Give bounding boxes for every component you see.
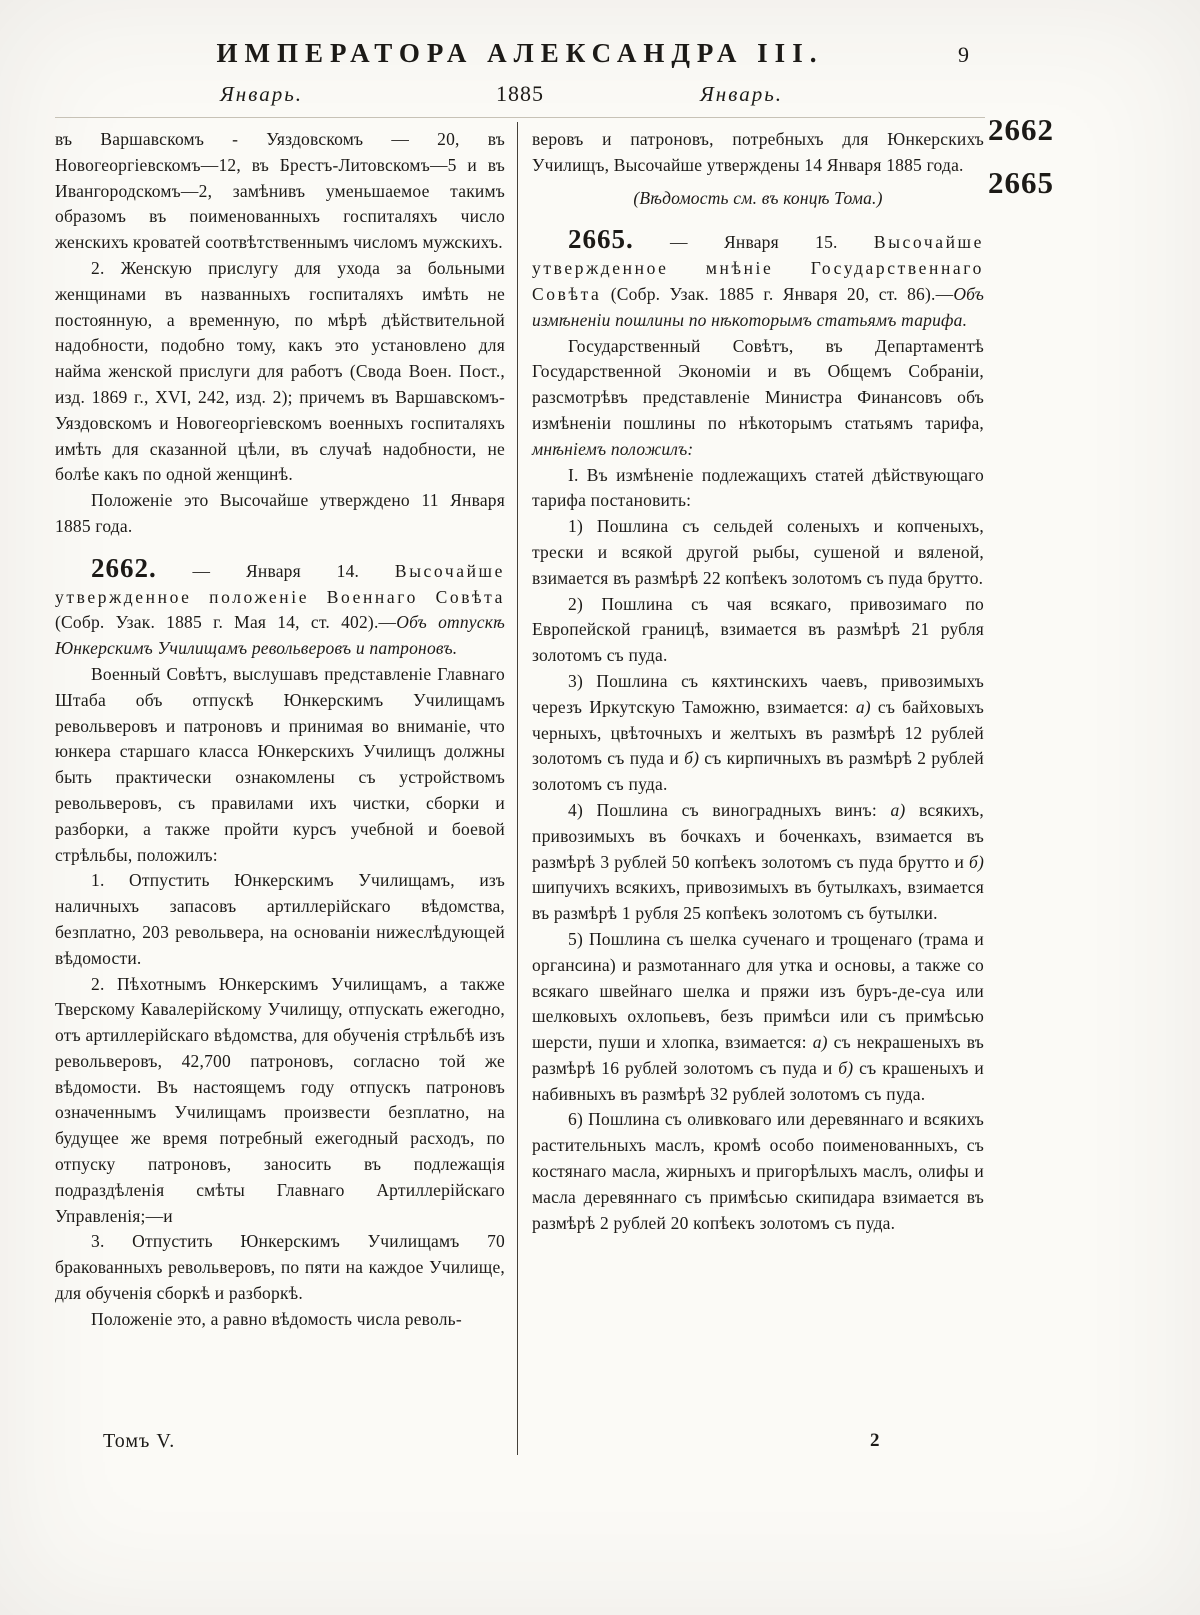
- column-left: [55, 127, 505, 1333]
- month-label-right: Январь.: [700, 82, 783, 106]
- year-label: 1885: [496, 81, 544, 106]
- paragraph: въ Варшавскомъ - Уяздовскомъ — 20, въ Новогеоргіевскомъ—12, въ Брестъ-Литовскомъ—5 и въ Ивангородскомъ—2, замѣнивъ уменьшаемое такимъ образомъ въ поименованныхъ госпиталяхъ число женскихъ кроватей соотвѣтственнымъ числомъ мужскихъ.: [55, 129, 505, 253]
- paragraph: Положеніе это Высочайше утверждено 11 Января 1885 года.: [55, 490, 505, 536]
- paragraph: 3) Пошлина съ кяхтинскихъ чаевъ, привозимыхъ черезъ Иркутскую Таможню, взимается: а) съ байховыхъ черныхъ, цвѣточныхъ и желтыхъ въ размѣрѣ 12 рублей золотомъ съ пуда и б) съ кирпичныхъ въ размѣрѣ 2 рублей золотомъ съ пуда.: [532, 670, 984, 795]
- article-heading-paragraph: 2662. — Января 14. Высочайше утвержденное положеніе Военнаго Совѣта (Собр. Узак. 1885 г. Мая 14, ст. 402).—Объ отпускѣ Юнкерскимъ Училищамъ револьверовъ и патроновъ.: [55, 552, 505, 659]
- margin-article-number-2662: 2662: [988, 112, 1054, 147]
- paragraph: 6) Пошлина съ оливковаго или деревяннаго и всякихъ растительныхъ маслъ, кромѣ особо поименованныхъ, съ костянаго масла, жирныхъ и пригорѣлыхъ маслъ, олифы и масла деревяннаго съ примѣсью скипидара взимается въ размѣрѣ 2 рублей 20 копѣекъ золотомъ съ пуда.: [532, 1109, 984, 1233]
- month-label-left: Январь.: [220, 82, 303, 106]
- article-number: 2662.: [91, 552, 157, 583]
- article-heading-paragraph: 2665. — Января 15. Высочайше утвержденное мнѣніе Государственнаго Совѣта (Собр. Узак. 1885 г. Января 20, ст. 86).—Объ измѣненіи пошлины по нѣкоторымъ статьямъ тарифа.: [532, 224, 984, 330]
- volume-label: Томъ V.: [103, 1430, 176, 1452]
- column-right: [532, 127, 984, 1236]
- paragraph: 2) Пошлина съ чая всякаго, привозимаго по Европейской границѣ, взимается въ размѣрѣ 21 рубля золотомъ съ пуда.: [532, 593, 984, 666]
- paragraph: (Вѣдомость см. въ концѣ Тома.): [633, 187, 883, 208]
- paragraph: Военный Совѣтъ, выслушавъ представленіе Главнаго Штаба объ отпускѣ Юнкерскимъ Училищамъ револьверовъ и патроновъ и принимая во вниманіе, что юнкера старшаго класса Юнкерскихъ Училищъ должны быть практически ознакомлены съ устройствомъ револьверовъ, съ правилами ихъ чистки, сборки и разборки, а также пройти курсъ учебной и боевой стрѣльбы, положилъ:: [55, 663, 505, 865]
- paragraph: 5) Пошлина съ шелка сученаго и трощенаго (трама и органсина) и размотаннаго для утка и основы, а также со всякаго швейнаго шелка и пряжи изъ буръ-де-суа или шелковыхъ охлопьевъ, безъ примѣси или съ примѣсью шерсти, пуши и хлопка, взимается: а) съ некрашеныхъ въ размѣрѣ 16 рублей золотомъ съ пуда и б) съ крашеныхъ и набивныхъ въ размѣрѣ 32 рублей золотомъ съ пуда.: [532, 928, 985, 1104]
- paragraph: 4) Пошлина съ виноградныхъ винъ: а) всякихъ, привозимыхъ въ бочкахъ и боченкахъ, взимается въ размѣрѣ 3 рублей 50 копѣекъ золотомъ съ пуда брутто и б) шипучихъ всякихъ, привозимыхъ въ бутылкахъ, взимается въ размѣрѣ 1 рубля 25 копѣекъ золотомъ съ бутылки.: [532, 799, 984, 924]
- sheet-signature: 2: [870, 1430, 880, 1451]
- paragraph: 1. Отпустить Юнкерскимъ Училищамъ, изъ наличныхъ запасовъ артиллерійскаго вѣдомства, безплатно, 203 револьвера, на основаніи нижеслѣдующей вѣдомости.: [55, 870, 505, 968]
- paragraph: 1) Пошлина съ сельдей соленыхъ и копченыхъ, трески и всякой другой рыбы, сушеной и вяленой, взимается въ размѣрѣ 22 копѣекъ золотомъ съ пуда брутто.: [532, 516, 984, 588]
- page-number: 9: [958, 42, 969, 67]
- column-divider: [517, 122, 518, 1455]
- paragraph: Положеніе это, а равно вѣдомость числа револь-: [91, 1308, 462, 1329]
- header-rule: [55, 117, 985, 118]
- paragraph: веровъ и патроновъ, потребныхъ для Юнкерскихъ Училищъ, Высочайше утверждены 14 Января 1885 года.: [532, 129, 984, 175]
- page-title: ИМПЕРАТОРА АЛЕКСАНДРА III.: [216, 38, 824, 68]
- paragraph: I. Въ измѣненіе подлежащихъ статей дѣйствующаго тарифа постановить:: [532, 464, 984, 511]
- margin-article-number-2665: 2665: [988, 165, 1054, 200]
- article-number: 2665.: [568, 224, 634, 255]
- paragraph: 2. Пѣхотнымъ Юнкерскимъ Училищамъ, а также Тверскому Кавалерійскому Училищу, отпускать ежегодно, отъ артиллерійскаго вѣдомства, для обученія стрѣльбѣ изъ револьверовъ, 42,700 патроновъ, согласно той же вѣдомости. Въ настоящемъ году отпускъ патроновъ означеннымъ Училищамъ произвести безплатно, на будущее же время потребный ежегодный расходъ, по отпуску патроновъ, заносить въ подлежащія подраздѣленія смѣты Главнаго Артиллерійскаго Управленія;—и: [55, 973, 505, 1226]
- paragraph: 2. Женскую прислугу для ухода за больными женщинами въ названныхъ госпиталяхъ имѣть не постоянную, а временную, по мѣрѣ дѣйствительной надобности, подобно тому, какъ это установлено для найма женской прислуги для работъ (Свода Воен. Пост., изд. 1869 г., XVI, 242, изд. 2); причемъ въ Варшавскомъ-Уяздовскомъ и Новогеоргіевскомъ военныхъ госпиталяхъ имѣть для сказанной цѣли, въ случаѣ надобности, не болѣе какъ по одной женщинѣ.: [55, 257, 505, 485]
- paragraph: 3. Отпустить Юнкерскимъ Училищамъ 70 бракованныхъ револьверовъ, по пяти на каждое Училище, для обученія сборкѣ и разборкѣ.: [55, 1231, 505, 1304]
- paragraph: Государственный Совѣтъ, въ Департаментѣ Государственной Экономіи и въ Общемъ Собраніи, разсмотрѣвъ представленіе Министра Финансовъ объ измѣненіи пошлины по нѣкоторымъ статьямъ тарифа, мнѣніемъ положилъ:: [532, 335, 984, 459]
